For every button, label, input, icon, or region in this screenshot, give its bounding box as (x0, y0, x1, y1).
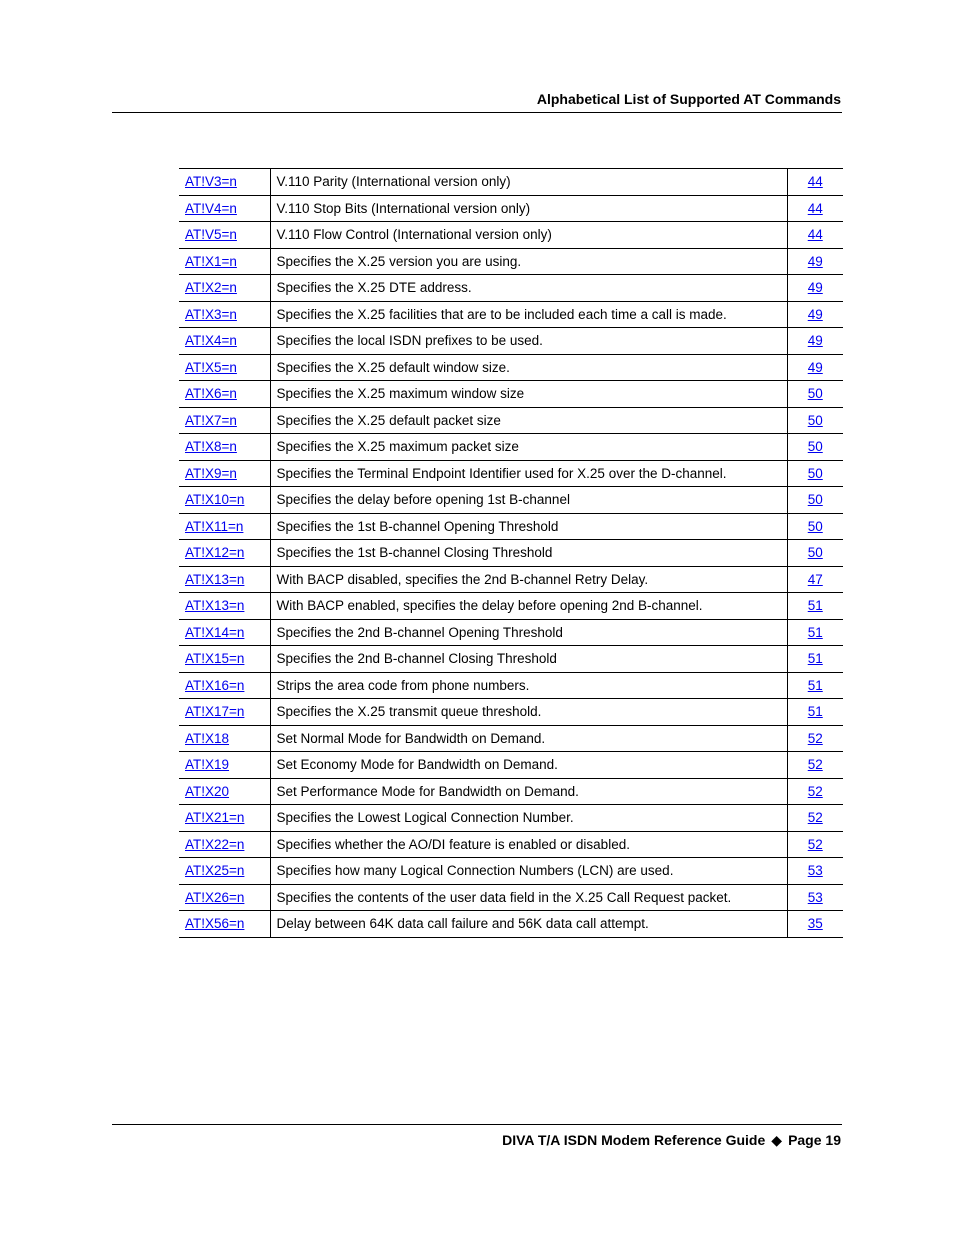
page-cell (787, 434, 843, 461)
description-cell: Set Performance Mode for Bandwidth on Demand. (270, 778, 787, 805)
page-cell (787, 540, 843, 567)
table-row (179, 195, 843, 222)
table-row (179, 672, 843, 699)
table-row (179, 354, 843, 381)
page-cell (787, 328, 843, 355)
page-cell (787, 593, 843, 620)
table-row (179, 752, 843, 779)
page-link[interactable]: 50 (807, 492, 823, 508)
command-link[interactable]: AT!X9=n (185, 465, 237, 481)
table-row (179, 566, 843, 593)
description-cell: Specifies the X.25 facilities that are to be included each time a call is made. (270, 301, 787, 328)
command-link[interactable]: AT!X2=n (185, 280, 237, 296)
table-row (179, 407, 843, 434)
command-cell (179, 858, 270, 885)
page-cell (787, 407, 843, 434)
command-cell (179, 381, 270, 408)
command-cell (179, 407, 270, 434)
table-row (179, 248, 843, 275)
table-row (179, 540, 843, 567)
command-link[interactable]: AT!X4=n (185, 333, 237, 349)
description-cell: Specifies the Terminal Endpoint Identifier used for X.25 over the D-channel. (270, 460, 787, 487)
page-link[interactable]: 52 (807, 836, 823, 852)
table-row (179, 222, 843, 249)
command-cell (179, 699, 270, 726)
page-link[interactable]: 52 (807, 810, 823, 826)
command-link[interactable]: AT!X56=n (185, 916, 245, 932)
command-cell (179, 248, 270, 275)
page-cell (787, 619, 843, 646)
page-link[interactable]: 52 (807, 757, 823, 773)
command-cell (179, 275, 270, 302)
table-row (179, 460, 843, 487)
page-cell (787, 805, 843, 832)
description-cell: Specifies the X.25 default packet size (270, 407, 787, 434)
table-row (179, 884, 843, 911)
description-cell: Specifies the contents of the user data field in the X.25 Call Request packet. (270, 884, 787, 911)
table-row (179, 646, 843, 673)
description-cell: Set Economy Mode for Bandwidth on Demand. (270, 752, 787, 779)
footer-rule (112, 1124, 842, 1125)
command-link[interactable]: AT!X16=n (185, 677, 245, 693)
page-link[interactable]: 52 (807, 783, 823, 799)
description-cell: Specifies the X.25 default window size. (270, 354, 787, 381)
page-link[interactable]: 52 (807, 730, 823, 746)
page-cell (787, 513, 843, 540)
command-link[interactable]: AT!X11=n (185, 518, 244, 534)
table-row (179, 619, 843, 646)
page-footer (502, 1132, 841, 1149)
page-cell (787, 460, 843, 487)
page-link[interactable]: 51 (807, 677, 823, 693)
command-cell (179, 884, 270, 911)
command-link[interactable]: AT!X5=n (185, 359, 237, 375)
page-cell (787, 381, 843, 408)
description-cell: Specifies the X.25 maximum packet size (270, 434, 787, 461)
table-row (179, 381, 843, 408)
commands-table-body (179, 169, 843, 938)
page-header-title: Alphabetical List of Supported AT Commands (536, 91, 841, 107)
command-cell (179, 831, 270, 858)
page-cell (787, 911, 843, 938)
command-cell (179, 513, 270, 540)
page-cell (787, 858, 843, 885)
page-link[interactable]: 50 (807, 518, 823, 534)
page-link[interactable]: 49 (807, 253, 823, 269)
command-link[interactable]: AT!X18 (185, 730, 230, 746)
command-link[interactable]: AT!X25=n (185, 863, 245, 879)
page-link[interactable]: 47 (807, 571, 823, 587)
description-cell: With BACP enabled, specifies the delay before opening 2nd B-channel. (270, 593, 787, 620)
description-cell: Strips the area code from phone numbers. (270, 672, 787, 699)
page-link[interactable]: 44 (807, 200, 823, 216)
page-cell (787, 566, 843, 593)
description-cell: Specifies the 1st B-channel Closing Threshold (270, 540, 787, 567)
page-cell (787, 354, 843, 381)
description-cell: Specifies the 2nd B-channel Closing Threshold (270, 646, 787, 673)
command-cell (179, 672, 270, 699)
command-link[interactable]: AT!X22=n (185, 836, 245, 852)
page-link[interactable]: 49 (807, 306, 823, 322)
page-cell (787, 778, 843, 805)
page-cell (787, 275, 843, 302)
command-cell (179, 593, 270, 620)
page-cell (787, 248, 843, 275)
page-link[interactable]: 35 (807, 916, 823, 932)
command-link[interactable]: AT!X13=n (185, 598, 245, 614)
page-link[interactable]: 53 (807, 889, 823, 905)
page-cell (787, 699, 843, 726)
command-cell (179, 725, 270, 752)
command-link[interactable]: AT!X17=n (185, 704, 245, 720)
diamond-separator-icon: ◆ (771, 1132, 783, 1148)
command-link[interactable]: AT!X13=n (185, 571, 245, 587)
page-link[interactable]: 51 (807, 704, 823, 720)
page-cell (787, 725, 843, 752)
command-cell (179, 619, 270, 646)
command-link[interactable]: AT!V3=n (185, 174, 237, 190)
table-row (179, 911, 843, 938)
description-cell: Specifies the X.25 transmit queue threshold. (270, 699, 787, 726)
table-row (179, 301, 843, 328)
page-link[interactable]: 49 (807, 359, 823, 375)
command-link[interactable]: AT!X15=n (185, 651, 245, 667)
page-link[interactable]: 50 (807, 386, 823, 402)
command-link[interactable]: AT!X1=n (185, 253, 237, 269)
command-link[interactable]: AT!X19 (185, 757, 230, 773)
command-link[interactable]: AT!X10=n (185, 492, 245, 508)
table-row (179, 699, 843, 726)
command-link[interactable]: AT!X7=n (185, 412, 237, 428)
page-link[interactable]: 51 (807, 651, 823, 667)
description-cell: Specifies the 1st B-channel Opening Threshold (270, 513, 787, 540)
page-link[interactable]: 49 (807, 280, 823, 296)
table-row (179, 778, 843, 805)
command-link[interactable]: AT!X20 (185, 783, 230, 799)
command-link[interactable]: AT!X12=n (185, 545, 245, 561)
footer-page-label: Page 19 (788, 1132, 841, 1148)
command-cell (179, 328, 270, 355)
page-cell (787, 195, 843, 222)
description-cell: Specifies the X.25 maximum window size (270, 381, 787, 408)
description-cell: Specifies the 2nd B-channel Opening Threshold (270, 619, 787, 646)
description-cell: V.110 Flow Control (International version only) (270, 222, 787, 249)
description-cell: Set Normal Mode for Bandwidth on Demand. (270, 725, 787, 752)
table-row (179, 593, 843, 620)
command-cell (179, 778, 270, 805)
command-cell (179, 354, 270, 381)
table-row (179, 328, 843, 355)
table-row (179, 513, 843, 540)
page-cell (787, 672, 843, 699)
page-cell (787, 169, 843, 196)
command-cell (179, 434, 270, 461)
commands-table (179, 168, 843, 938)
page-cell (787, 752, 843, 779)
table-row (179, 725, 843, 752)
page-link[interactable]: 44 (807, 227, 823, 243)
table-row (179, 169, 843, 196)
page-cell (787, 884, 843, 911)
page-link[interactable]: 50 (807, 439, 823, 455)
page-link[interactable]: 50 (807, 465, 823, 481)
page-link[interactable]: 51 (807, 624, 823, 640)
page-cell (787, 301, 843, 328)
command-cell (179, 646, 270, 673)
command-link[interactable]: AT!X14=n (185, 624, 245, 640)
description-cell: V.110 Parity (International version only) (270, 169, 787, 196)
command-cell (179, 460, 270, 487)
command-link[interactable]: AT!X21=n (185, 810, 245, 826)
description-cell: Specifies how many Logical Connection Numbers (LCN) are used. (270, 858, 787, 885)
table-row (179, 858, 843, 885)
page-link[interactable]: 49 (807, 333, 823, 349)
description-cell: Specifies the X.25 version you are using. (270, 248, 787, 275)
description-cell: Specifies the Lowest Logical Connection Number. (270, 805, 787, 832)
table-row (179, 275, 843, 302)
page-link[interactable]: 44 (807, 174, 823, 190)
command-cell (179, 805, 270, 832)
description-cell: Specifies whether the AO/DI feature is enabled or disabled. (270, 831, 787, 858)
page-cell (787, 222, 843, 249)
command-cell (179, 301, 270, 328)
table-row (179, 487, 843, 514)
command-cell (179, 911, 270, 938)
command-cell (179, 195, 270, 222)
description-cell: Specifies the delay before opening 1st B-channel (270, 487, 787, 514)
page-link[interactable]: 50 (807, 412, 823, 428)
command-link[interactable]: AT!V5=n (185, 227, 237, 243)
description-cell: Specifies the local ISDN prefixes to be used. (270, 328, 787, 355)
description-cell: Specifies the X.25 DTE address. (270, 275, 787, 302)
page-cell (787, 487, 843, 514)
table-row (179, 831, 843, 858)
description-cell: V.110 Stop Bits (International version only) (270, 195, 787, 222)
command-cell (179, 169, 270, 196)
command-cell (179, 566, 270, 593)
command-link[interactable]: AT!X8=n (185, 439, 237, 455)
table-row (179, 805, 843, 832)
command-link[interactable]: AT!X26=n (185, 889, 245, 905)
command-cell (179, 752, 270, 779)
footer-guide-title: DIVA T/A ISDN Modem Reference Guide (502, 1132, 766, 1148)
table-row (179, 434, 843, 461)
page-link[interactable]: 50 (807, 545, 823, 561)
page-link[interactable]: 53 (807, 863, 823, 879)
description-cell: With BACP disabled, specifies the 2nd B-channel Retry Delay. (270, 566, 787, 593)
command-cell (179, 487, 270, 514)
page-cell (787, 831, 843, 858)
command-link[interactable]: AT!X3=n (185, 306, 237, 322)
description-cell: Delay between 64K data call failure and 56K data call attempt. (270, 911, 787, 938)
command-link[interactable]: AT!V4=n (185, 200, 237, 216)
page-cell (787, 646, 843, 673)
header-rule (112, 112, 842, 113)
command-link[interactable]: AT!X6=n (185, 386, 237, 402)
command-cell (179, 540, 270, 567)
page-link[interactable]: 51 (807, 598, 823, 614)
command-cell (179, 222, 270, 249)
